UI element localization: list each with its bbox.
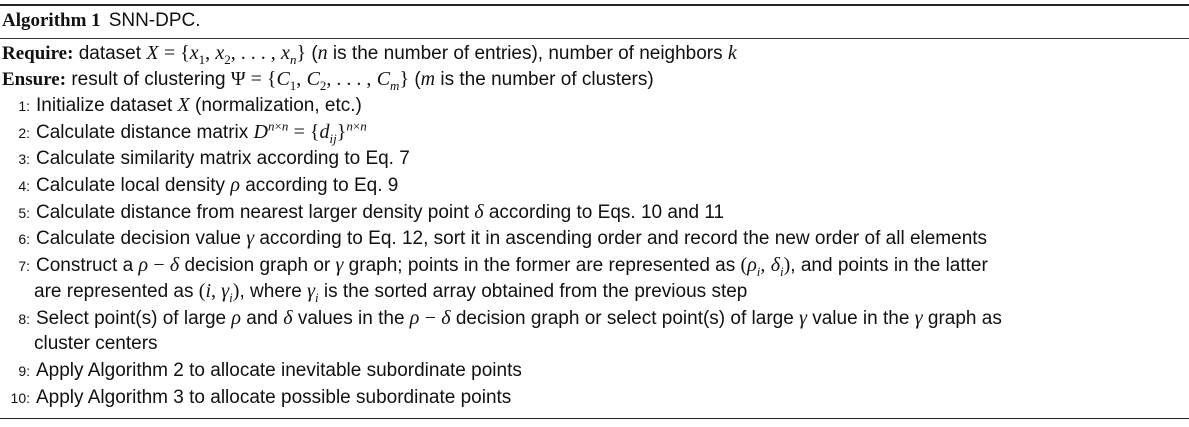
algorithm-label: Algorithm 1 [2, 10, 101, 31]
step-number: 6: [18, 231, 30, 247]
step-number: 10: [10, 390, 30, 406]
ensure-keyword: Ensure: [2, 69, 67, 90]
step-number: 5: [18, 205, 30, 221]
step-text: Apply Algorithm 2 to allocate inevitable subordinate points [36, 360, 522, 381]
step-number: 7: [18, 258, 30, 274]
step-text: Initialize dataset X (normalization, etc.) [36, 94, 362, 116]
step-number: 8: [18, 311, 30, 327]
step-text: Select point(s) of large ρ and δ values in the ρ − δ decision graph or select point(s) of large γ value in the γ graph as [36, 307, 1002, 329]
ensure-text: result of clustering $\Psi = \{C_1$, $C_2$, . . . , $C_m$} (m is the number of clusters) [71, 68, 654, 93]
step-7 [0, 252, 988, 278]
require-keyword: Require: [2, 43, 74, 64]
header-rule [0, 38, 1189, 39]
step-7-continued [0, 278, 747, 304]
bottom-rule [0, 418, 1189, 419]
step-number: 4: [18, 178, 30, 194]
step-8-continued [0, 331, 158, 357]
algorithm-header [2, 7, 201, 35]
step-text: Calculate distance matrix $D^{n\times n} = \{d_{ij}\}^{n\times n}$ [36, 118, 367, 146]
step-10 [0, 385, 511, 411]
step-text-continued: cluster centers [34, 333, 158, 354]
step-number: 9: [18, 363, 30, 379]
step-1 [0, 92, 362, 118]
step-text: Construct a ρ − δ decision graph or γ graph; points in the former are represented as ($\rho_i$, $\delta_i$), and points in the latter [36, 254, 988, 279]
step-text-continued: are represented as (i, $\gamma_i$), where $\gamma_i$ is the sorted array obtained from the previous step [34, 280, 748, 305]
step-2 [0, 119, 367, 145]
step-3 [0, 146, 410, 172]
top-rule [0, 4, 1189, 6]
step-number: 1: [18, 98, 30, 114]
step-number: 3: [18, 151, 30, 167]
require-text: dataset $X = \{x_1$, $x_2$, . . . , $x_n$} (n is the number of entries), number of neighbors k [78, 42, 737, 67]
step-5 [0, 199, 724, 225]
ensure-line [2, 66, 654, 92]
require-line [2, 40, 737, 66]
step-6 [0, 225, 987, 251]
step-text: Apply Algorithm 3 to allocate possible subordinate points [36, 387, 512, 408]
step-text: Calculate similarity matrix according to Eq. 7 [36, 148, 410, 169]
step-9 [0, 358, 522, 384]
step-text: Calculate distance from nearest larger density point δ according to Eqs. 10 and 11 [36, 201, 725, 223]
step-number: 2: [18, 125, 30, 141]
step-4 [0, 172, 398, 198]
step-8 [0, 305, 1002, 331]
algorithm-title: SNN-DPC. [108, 10, 201, 31]
step-text: Calculate local density ρ according to Eq. 9 [36, 174, 399, 196]
step-text: Calculate decision value γ according to Eq. 12, sort it in ascending order and record the new order of all elements [36, 227, 988, 249]
